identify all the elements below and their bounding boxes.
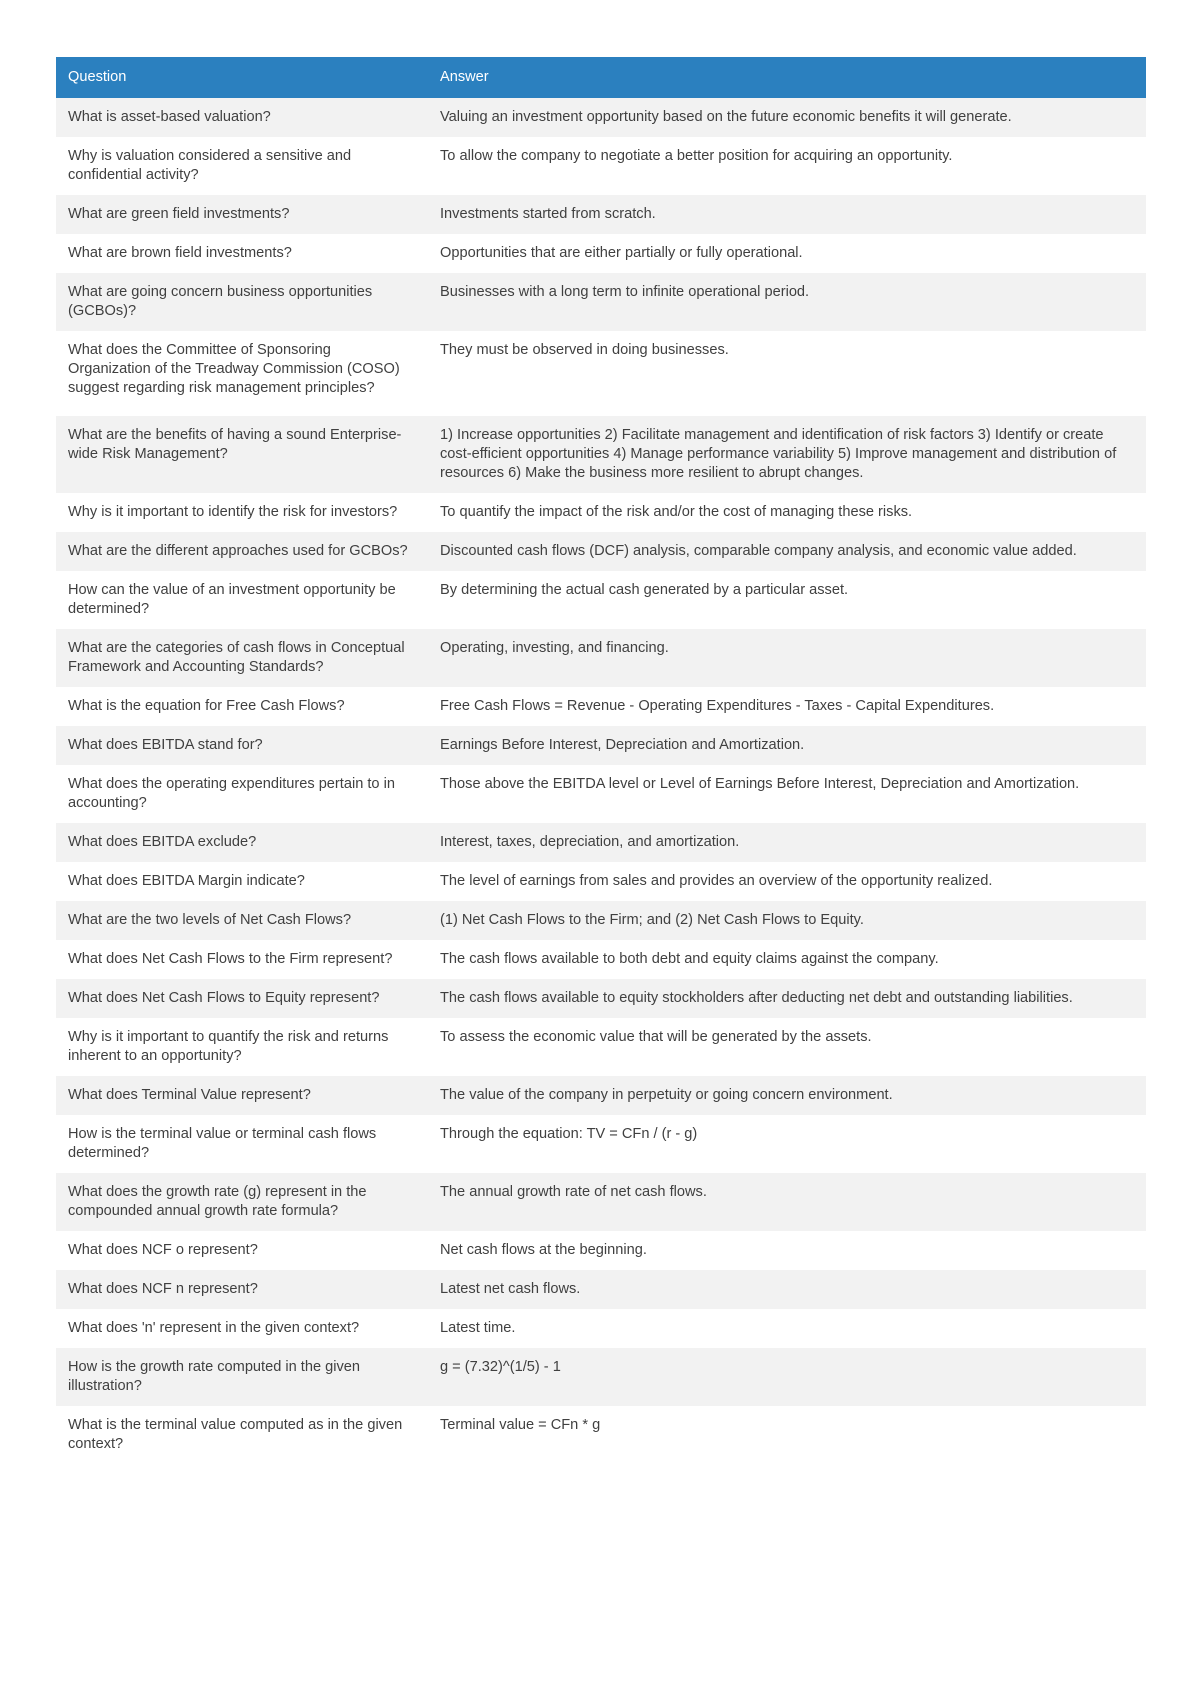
- table-row: [56, 416, 1146, 493]
- question-cell: How is the growth rate computed in the given illustration?: [56, 1348, 428, 1406]
- question-cell: Why is it important to quantify the risk and returns inherent to an opportunity?: [56, 1018, 428, 1076]
- column-header-answer: Answer: [428, 57, 1146, 98]
- answer-cell: Discounted cash flows (DCF) analysis, comparable company analysis, and economic value added.: [428, 532, 1146, 571]
- answer-cell: Terminal value = CFn * g: [428, 1406, 1146, 1464]
- question-cell: What does EBITDA stand for?: [56, 726, 428, 765]
- answer-cell: Earnings Before Interest, Depreciation and Amortization.: [428, 726, 1146, 765]
- answer-cell: Through the equation: TV = CFn / (r - g): [428, 1115, 1146, 1173]
- table-row: [56, 726, 1146, 765]
- question-cell: What are brown field investments?: [56, 234, 428, 273]
- answer-cell: Latest time.: [428, 1309, 1146, 1348]
- column-header-question: Question: [56, 57, 428, 98]
- question-cell: What does EBITDA exclude?: [56, 823, 428, 862]
- table-row: [56, 687, 1146, 726]
- table-row: [56, 765, 1146, 823]
- question-cell: What does the Committee of Sponsoring Organization of the Treadway Commission (COSO) suggest regarding risk management principles?: [56, 331, 428, 416]
- table-row: [56, 979, 1146, 1018]
- table-row: [56, 571, 1146, 629]
- question-cell: What does the operating expenditures pertain to in accounting?: [56, 765, 428, 823]
- answer-cell: Free Cash Flows = Revenue - Operating Expenditures - Taxes - Capital Expenditures.: [428, 687, 1146, 726]
- table-row: [56, 1173, 1146, 1231]
- answer-cell: Net cash flows at the beginning.: [428, 1231, 1146, 1270]
- answer-cell: The value of the company in perpetuity or going concern environment.: [428, 1076, 1146, 1115]
- table-row: [56, 195, 1146, 234]
- table-row: [56, 98, 1146, 137]
- question-cell: What are the benefits of having a sound Enterprise-wide Risk Management?: [56, 416, 428, 493]
- question-cell: What are the two levels of Net Cash Flows?: [56, 901, 428, 940]
- answer-cell: Investments started from scratch.: [428, 195, 1146, 234]
- table-row: [56, 1348, 1146, 1406]
- answer-cell: The cash flows available to equity stockholders after deducting net debt and outstanding liabilities.: [428, 979, 1146, 1018]
- answer-cell: 1) Increase opportunities 2) Facilitate management and identification of risk factors 3) Identify or create cost-efficient opportunities 4) Manage performance variability 5) Improve management and distribution of resources 6) Make the business more resilient to abrupt changes.: [428, 416, 1146, 493]
- table-row: [56, 1406, 1146, 1464]
- table-row: [56, 234, 1146, 273]
- answer-cell: (1) Net Cash Flows to the Firm; and (2) Net Cash Flows to Equity.: [428, 901, 1146, 940]
- table-row: [56, 1018, 1146, 1076]
- answer-cell: To quantify the impact of the risk and/or the cost of managing these risks.: [428, 493, 1146, 532]
- table-row: [56, 1231, 1146, 1270]
- question-cell: What are green field investments?: [56, 195, 428, 234]
- answer-cell: Operating, investing, and financing.: [428, 629, 1146, 687]
- question-cell: What does NCF o represent?: [56, 1231, 428, 1270]
- question-cell: What are going concern business opportunities (GCBOs)?: [56, 273, 428, 331]
- table-row: [56, 493, 1146, 532]
- answer-cell: Interest, taxes, depreciation, and amortization.: [428, 823, 1146, 862]
- question-cell: How is the terminal value or terminal cash flows determined?: [56, 1115, 428, 1173]
- answer-cell: Those above the EBITDA level or Level of Earnings Before Interest, Depreciation and Amortization.: [428, 765, 1146, 823]
- answer-cell: To assess the economic value that will be generated by the assets.: [428, 1018, 1146, 1076]
- table-row: [56, 862, 1146, 901]
- table-row: [56, 1115, 1146, 1173]
- answer-cell: The level of earnings from sales and provides an overview of the opportunity realized.: [428, 862, 1146, 901]
- answer-cell: Valuing an investment opportunity based on the future economic benefits it will generate.: [428, 98, 1146, 137]
- question-cell: Why is valuation considered a sensitive and confidential activity?: [56, 137, 428, 195]
- table-body: [56, 98, 1146, 1464]
- table-row: [56, 273, 1146, 331]
- answer-cell: Latest net cash flows.: [428, 1270, 1146, 1309]
- table-row: [56, 901, 1146, 940]
- answer-cell: The annual growth rate of net cash flows.: [428, 1173, 1146, 1231]
- qa-table: [56, 57, 1146, 1464]
- answer-cell: The cash flows available to both debt and equity claims against the company.: [428, 940, 1146, 979]
- question-cell: Why is it important to identify the risk for investors?: [56, 493, 428, 532]
- question-cell: What does 'n' represent in the given context?: [56, 1309, 428, 1348]
- table-row: [56, 823, 1146, 862]
- question-cell: What does the growth rate (g) represent in the compounded annual growth rate formula?: [56, 1173, 428, 1231]
- answer-cell: By determining the actual cash generated by a particular asset.: [428, 571, 1146, 629]
- answer-cell: They must be observed in doing businesses.: [428, 331, 1146, 416]
- question-cell: What does NCF n represent?: [56, 1270, 428, 1309]
- question-cell: What is the equation for Free Cash Flows?: [56, 687, 428, 726]
- table-row: [56, 629, 1146, 687]
- question-cell: What is asset-based valuation?: [56, 98, 428, 137]
- answer-cell: g = (7.32)^(1/5) - 1: [428, 1348, 1146, 1406]
- answer-cell: Businesses with a long term to infinite operational period.: [428, 273, 1146, 331]
- table-row: [56, 331, 1146, 416]
- table-row: [56, 940, 1146, 979]
- table-header: [56, 57, 1146, 98]
- question-cell: What does Net Cash Flows to the Firm represent?: [56, 940, 428, 979]
- table-row: [56, 1270, 1146, 1309]
- table-row: [56, 532, 1146, 571]
- question-cell: What are the different approaches used for GCBOs?: [56, 532, 428, 571]
- question-cell: What does Net Cash Flows to Equity represent?: [56, 979, 428, 1018]
- answer-cell: Opportunities that are either partially or fully operational.: [428, 234, 1146, 273]
- question-cell: What is the terminal value computed as in the given context?: [56, 1406, 428, 1464]
- table-row: [56, 1309, 1146, 1348]
- question-cell: How can the value of an investment opportunity be determined?: [56, 571, 428, 629]
- header-row: [56, 57, 1146, 98]
- answer-cell: To allow the company to negotiate a better position for acquiring an opportunity.: [428, 137, 1146, 195]
- question-cell: What are the categories of cash flows in Conceptual Framework and Accounting Standards?: [56, 629, 428, 687]
- question-cell: What does Terminal Value represent?: [56, 1076, 428, 1115]
- table-row: [56, 137, 1146, 195]
- question-cell: What does EBITDA Margin indicate?: [56, 862, 428, 901]
- table-row: [56, 1076, 1146, 1115]
